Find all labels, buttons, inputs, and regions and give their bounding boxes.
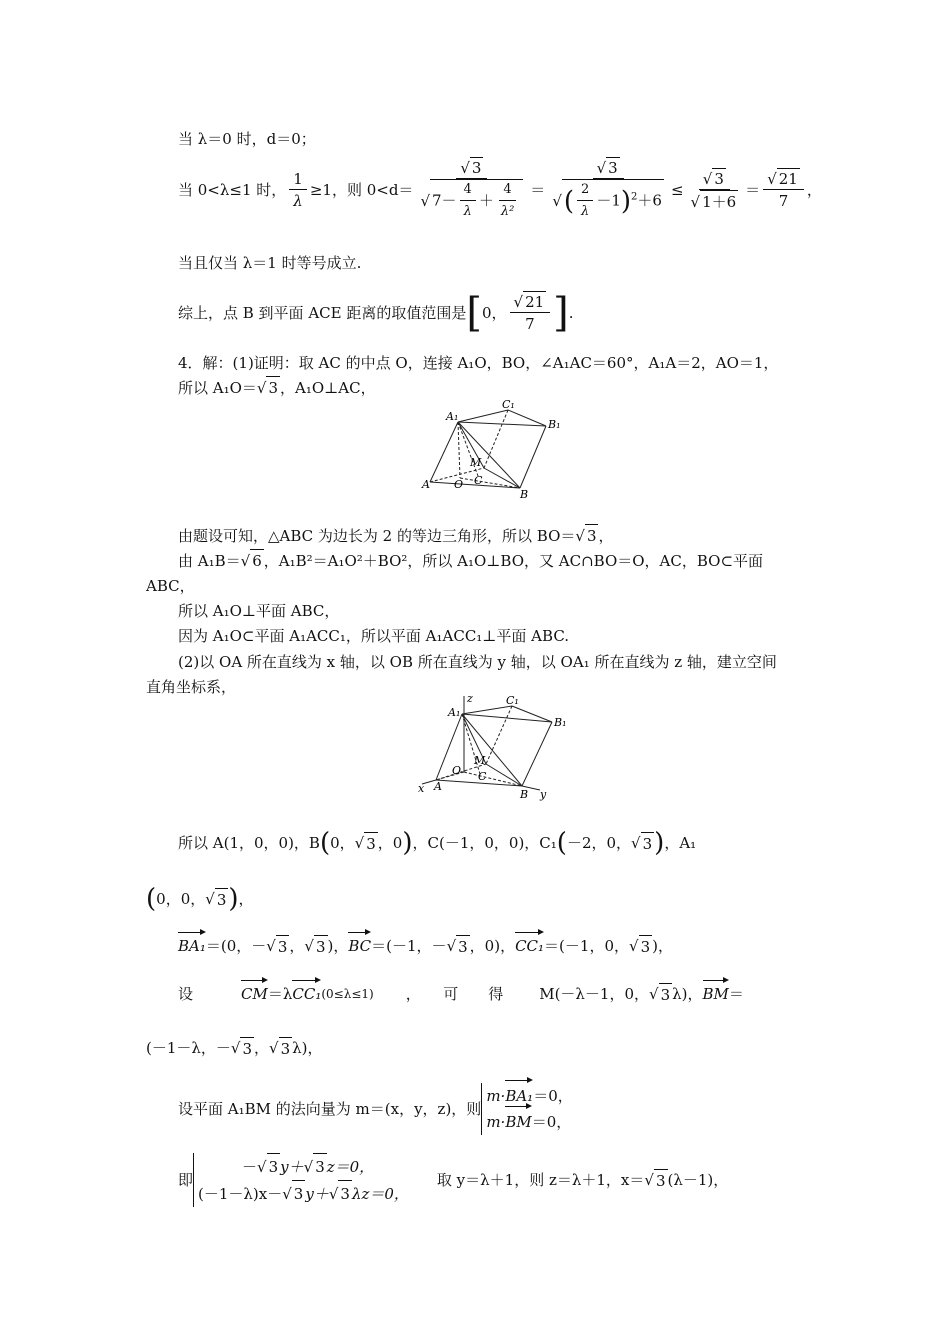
text-line-p9a: (2)以 OA 所在直线为 x 轴，以 OB 所在直线为 y 轴，以 OA₁ 所在直线为 z 轴，建立空间 [178,653,777,671]
label-C1: C₁ [502,398,515,411]
text-line-p8: 因为 A₁O⊂平面 A₁ACC₁，所以平面 A₁ACC₁⊥平面 ABC. [178,627,570,645]
formula-line-2: 当 0<λ≤1 时， $\frac{1}{\lambda}$ ≥1，则 0<d＝ √ 3 √ 7－ $\frac{4}{\lambda}$ ＋ $\frac{4}{\text{λ²}}$ ＝ √ 3 √ ( $\frac{2}{\lambda}$ －1)$^2$＋6 ≤ √ 3 √ 1＋6 ＝ √ $\frac{21}{7}$ ， [178,160,822,220]
label-B1: B₁ [554,716,567,729]
label-C: C [474,474,483,487]
text-line-3: 当且仅当 λ＝1 时等号成立. [178,254,362,272]
text-problem-4-line-1: 4．解：(1)证明：取 AC 的中点 O，连接 A₁O，BO，∠A₁AC＝60°，A₁A＝2，AO＝1， [178,354,779,372]
label-y: y [540,788,547,801]
label-M: M [470,456,482,469]
label-O: O [452,764,462,777]
label-x: x [418,782,425,795]
text-problem-4-line-2: 所以 A₁O＝√ 3 ，A₁O⊥AC， [178,376,376,399]
label-B: B [520,788,529,801]
text-line-1: 当 λ＝0 时，d＝0； [178,130,316,148]
label-B: B [520,488,529,501]
vectors-line: BA₁ ＝(0，－ √ 3 ， √ 3 )， BC ＝(－1，－ √ 3 ，0)， CC₁ ＝(－1，0， √ 3 )， [178,932,673,960]
prism-figure-1 [420,398,570,502]
coords-line-2: ( 0，0， √ 3 ) ， [146,884,254,914]
cm-line: 设 CM ＝λ CC₁ (0≤λ≤1) ， 可 得 M(－λ－1，0， √ 3 λ)， BM ＝ [178,980,744,1008]
label-A1: A₁ [446,410,459,423]
bm-line: (－1－λ，－ √ 3 ， √ 3 λ)， [146,1034,323,1062]
formula-line-4: 综上，点 B 到平面 ACE 距离的取值范围是 [ 0， √ $\frac{21}{7}$ ] . [178,288,574,338]
label-C1: C₁ [506,694,519,707]
label-B1: B₁ [548,418,561,431]
text-line-p6: 由 A₁B＝√ 6 ，A₁B²＝A₁O²＋BO²，所以 A₁O⊥BO，又 AC∩BO＝O，AC，BO⊂平面 [178,549,763,572]
label-z: z [467,692,473,705]
label-A: A [434,780,442,793]
label-C: C [478,770,487,783]
label-A: A [422,478,430,491]
text-line-p5: 由题设可知，△ABC 为边长为 2 的等边三角形，所以 BO＝√ 3 ， [178,524,614,547]
label-M: M [474,754,486,767]
prism-figure-2 [412,692,578,804]
coords-line-1: 所以 A(1，0，0)，B ( 0， √ 3 ，0 ) ，C(－1，0，0)，C₁ ( －2，0， √ 3 ) ，A₁ [178,826,696,860]
text-line-p6c: ABC， [146,577,195,595]
label-A1: A₁ [448,706,461,719]
label-O: O [454,478,464,491]
normal-vector-line: 设平面 A₁BM 的法向量为 m＝(x，y，z)，则 m·BA₁＝0， m·BM＝0， [178,1082,573,1136]
system-line: 即 －√ 3 y＋√ 3 z＝0， (－1－λ)x－√ 3 y＋√ 3 λz＝0， 取 y＝λ＋1，则 z＝λ＋1，x＝ √ 3 (λ－1)， [178,1152,728,1208]
text-line-p7: 所以 A₁O⊥平面 ABC， [178,602,340,620]
text-line-p9b: 直角坐标系， [146,678,237,696]
